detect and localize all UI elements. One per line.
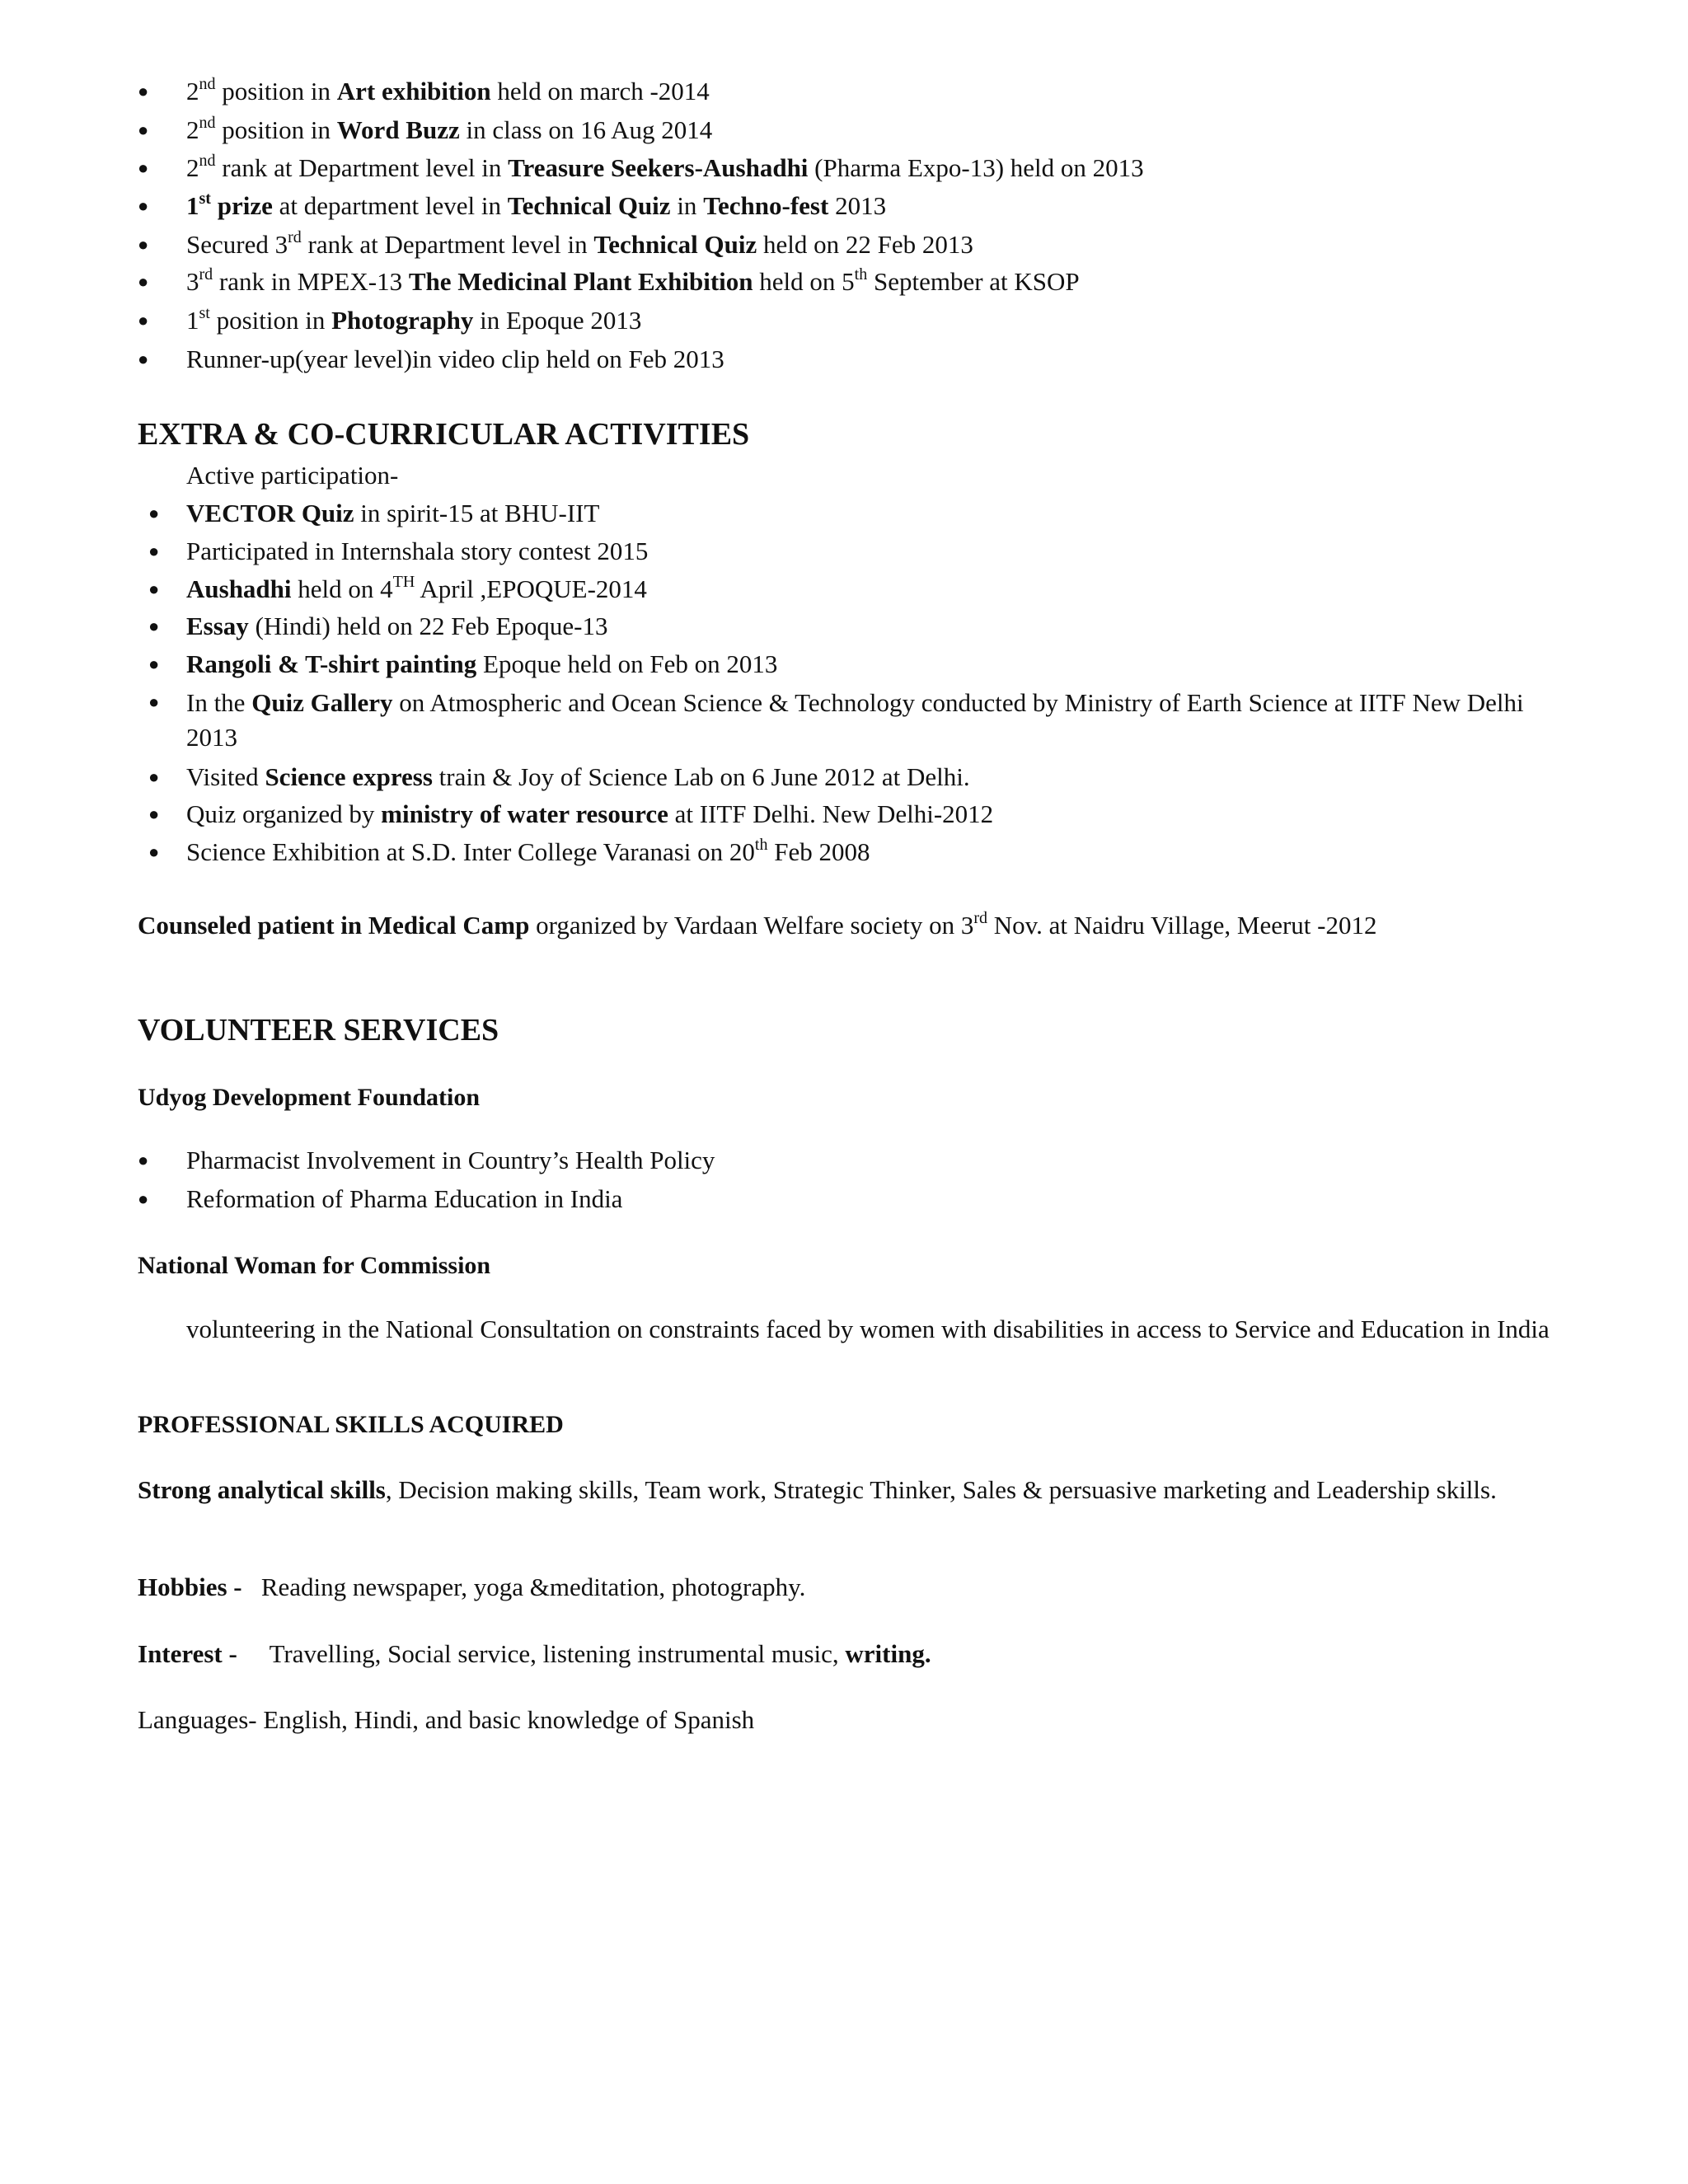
text-run: Essay <box>186 612 249 640</box>
text-run: Science express <box>265 762 433 791</box>
text-run: st <box>199 189 211 208</box>
text-run: In the <box>186 688 252 717</box>
extra-activity-item <box>186 836 870 869</box>
counseled-line <box>138 909 1377 942</box>
text-run: Treasure Seekers-Aushadhi <box>508 153 809 182</box>
extra-activity-item <box>186 798 993 831</box>
volunteer-item: Pharmacist Involvement in Country’s Health Policy <box>186 1146 715 1174</box>
text-run: Secured 3 <box>186 230 288 259</box>
text-run: th <box>754 835 768 854</box>
text-run: rd <box>288 227 302 246</box>
skills-text <box>138 1472 1587 1508</box>
text-run: nd <box>199 151 216 170</box>
text-run: Photography <box>331 306 474 335</box>
achievement-item <box>186 114 712 147</box>
text-run: held on march -2014 <box>490 77 710 105</box>
bullet-icon: ● <box>138 349 149 369</box>
text-run: Word Buzz <box>336 115 460 144</box>
volunteer-heading: VOLUNTEER SERVICES <box>138 1013 499 1047</box>
text-run: th <box>854 265 868 284</box>
text-run: position in <box>215 77 337 105</box>
text-run: rank at Department level in <box>215 153 509 182</box>
bullet-icon: ● <box>148 579 160 599</box>
achievement-item <box>186 228 973 261</box>
text-run: held on 5 <box>753 267 855 296</box>
text-run: nd <box>199 74 216 93</box>
hobbies-label: Hobbies - <box>138 1572 242 1601</box>
text-run: 1 <box>186 191 199 220</box>
text-run: Techno-fest <box>703 191 829 220</box>
text-run: Runner-up(year level)in video clip held on Feb 2013 <box>186 344 724 373</box>
text-run: TH <box>392 572 415 591</box>
text-run: April ,EPOQUE-2014 <box>415 574 647 603</box>
bullet-icon: ● <box>138 1150 149 1170</box>
text-run: 1 <box>186 306 199 335</box>
bullet-icon: ● <box>138 234 149 255</box>
text-run: in Epoque 2013 <box>473 306 642 335</box>
text-run: Feb 2008 <box>767 837 870 866</box>
bullet-icon: ● <box>148 766 160 787</box>
skills-rest: , Decision making skills, Team work, Strategic Thinker, Sales & persuasive marketing and Leadership skills. <box>385 1475 1497 1504</box>
interest-label: Interest - <box>138 1639 237 1668</box>
text-run: held on 22 Feb 2013 <box>757 230 973 259</box>
text-run: 2 <box>186 153 199 182</box>
extra-activity-item <box>186 497 599 530</box>
extra-activity-item <box>186 610 607 643</box>
text-run: Participated in Internshala story contest 2015 <box>186 537 649 565</box>
text-run: ministry of water resource <box>381 799 668 828</box>
bullet-icon: ● <box>148 503 160 523</box>
text-run: Nov. at Naidru Village, Meerut -2012 <box>987 911 1377 940</box>
bullet-icon: ● <box>148 691 160 712</box>
interest-line <box>138 1638 931 1671</box>
text-run: Epoque held on Feb on 2013 <box>476 649 778 678</box>
text-run: held on 4 <box>291 574 393 603</box>
achievement-item <box>186 152 1144 185</box>
text-run: train & Joy of Science Lab on 6 June 2012 at Delhi. <box>432 762 970 791</box>
text-run: at IITF Delhi. New Delhi-2012 <box>668 799 994 828</box>
volunteer-org-ncw: National Woman for Commission <box>138 1252 491 1279</box>
achievement-item <box>186 190 886 223</box>
extra-activity-item <box>186 573 647 606</box>
achievement-item <box>186 75 710 108</box>
bullet-icon: ● <box>138 195 149 216</box>
text-run: Technical Quiz <box>593 230 757 259</box>
bullet-icon: ● <box>148 616 160 636</box>
volunteer-org-udyog: Udyog Development Foundation <box>138 1084 481 1111</box>
skills-strong: Strong analytical skills <box>138 1475 386 1504</box>
extra-activity-item <box>186 761 970 794</box>
text-run: The Medicinal Plant Exhibition <box>408 267 753 296</box>
bullet-icon: ● <box>138 81 149 101</box>
text-run: Counseled patient in Medical Camp <box>138 911 530 940</box>
text-run: rank at Department level in <box>301 230 594 259</box>
text-run: in spirit-15 at BHU-IIT <box>354 499 600 527</box>
text-run: 2 <box>186 115 199 144</box>
text-run: position in <box>209 306 332 335</box>
bullet-icon: ● <box>148 654 160 674</box>
bullet-icon: ● <box>138 310 149 330</box>
text-run: (Pharma Expo-13) held on 2013 <box>808 153 1144 182</box>
achievement-item <box>186 304 641 337</box>
bullet-icon: ● <box>138 120 149 140</box>
text-run: VECTOR Quiz <box>186 499 354 527</box>
text-run: in <box>670 191 704 220</box>
text-run: rd <box>973 908 987 927</box>
extra-intro: Active participation- <box>186 461 399 490</box>
text-run: rd <box>199 265 213 284</box>
text-run: Quiz Gallery <box>251 688 393 717</box>
bullet-icon: ● <box>138 271 149 292</box>
text-run: 2 <box>186 77 199 105</box>
bullet-icon: ● <box>148 841 160 862</box>
text-run: prize <box>210 191 273 220</box>
text-run: 2013 <box>828 191 887 220</box>
text-run: organized by Vardaan Welfare society on 3 <box>529 911 974 940</box>
hobbies-line <box>138 1571 805 1604</box>
languages-line: Languages- English, Hindi, and basic knowledge of Spanish <box>138 1705 755 1734</box>
text-run: (Hindi) held on 22 Feb Epoque-13 <box>248 612 608 640</box>
text-run: on Atmospheric and Ocean Science & Technology conducted by Ministry of Earth Science at IITF New Delhi 2013 <box>186 688 1524 752</box>
bullet-icon: ● <box>148 804 160 824</box>
achievement-item <box>186 265 1080 298</box>
text-run: September at KSOP <box>867 267 1080 296</box>
text-run: Science Exhibition at S.D. Inter College Varanasi on 20 <box>186 837 755 866</box>
interest-bold-tail: writing. <box>845 1639 931 1668</box>
text-run: Art exhibition <box>336 77 491 105</box>
text-run: Visited <box>186 762 265 791</box>
bullet-icon: ● <box>148 541 160 561</box>
extra-activities-heading: EXTRA & CO-CURRICULAR ACTIVITIES <box>138 417 750 452</box>
hobbies-text: Reading newspaper, yoga &meditation, photography. <box>260 1572 806 1601</box>
volunteer-org-ncw-text: volunteering in the National Consultation on constraints faced by women with disabilities in access to Service and Education in India <box>186 1315 1550 1343</box>
volunteer-item: Reformation of Pharma Education in India <box>186 1184 623 1213</box>
text-run: Rangoli & T-shirt painting <box>186 649 477 678</box>
text-run: Technical Quiz <box>507 191 671 220</box>
text-run: Quiz organized by <box>186 799 382 828</box>
text-run: position in <box>215 115 337 144</box>
extra-activity-item <box>186 535 648 568</box>
text-run: at department level in <box>272 191 508 220</box>
bullet-icon: ● <box>138 157 149 178</box>
achievement-item <box>186 343 724 376</box>
text-run: st <box>199 303 210 322</box>
extra-activity-item <box>186 648 777 681</box>
text-run: in class on 16 Aug 2014 <box>459 115 713 144</box>
interest-text: Travelling, Social service, listening instrumental music, <box>269 1639 846 1668</box>
text-run: Aushadhi <box>186 574 292 603</box>
extra-activity-item <box>186 686 1554 755</box>
text-run: nd <box>199 113 216 132</box>
text-run: rank in MPEX-13 <box>213 267 409 296</box>
skills-heading: PROFESSIONAL SKILLS ACQUIRED <box>138 1411 564 1438</box>
text-run: 3 <box>186 267 199 296</box>
bullet-icon: ● <box>138 1188 149 1209</box>
